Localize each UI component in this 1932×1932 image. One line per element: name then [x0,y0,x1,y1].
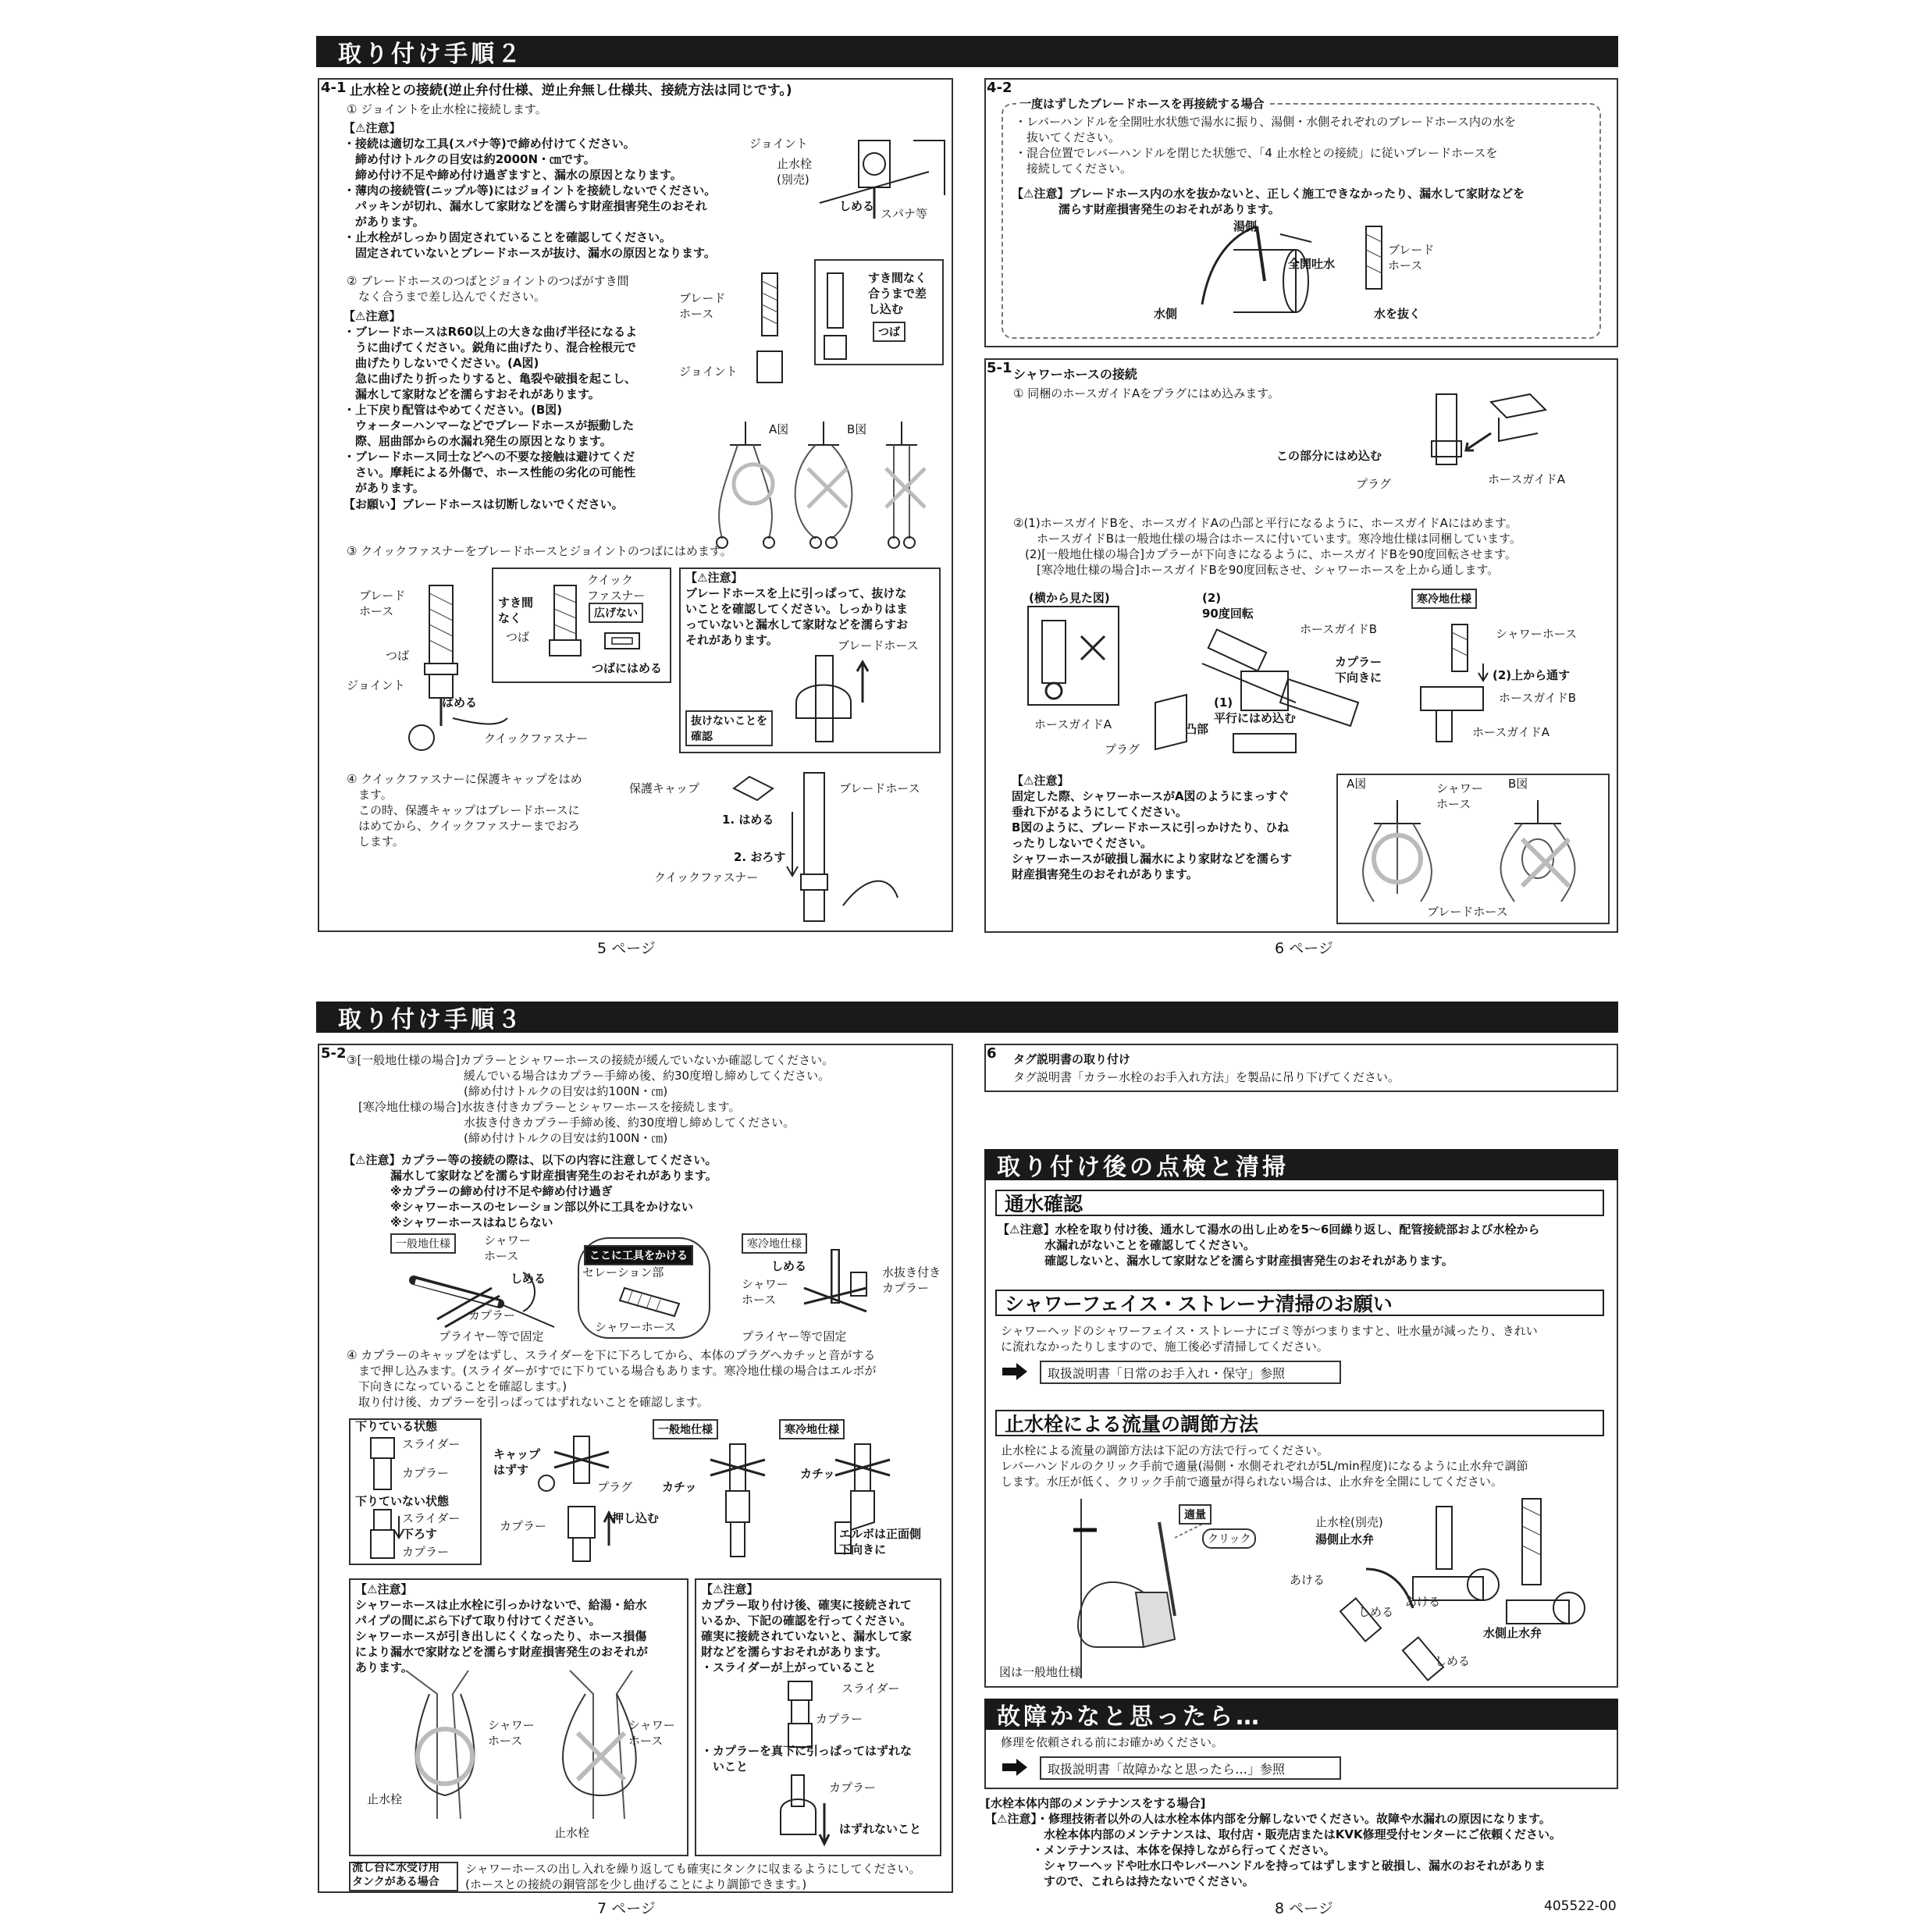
label-fig-b: B図 [1508,777,1528,791]
slider-states-illustration [363,1435,402,1560]
text-line: 【⚠注意】水栓を取り付け後、通水して湯水の出し止めを5～6回繰り返し、配管接続部および水栓から [998,1222,1540,1236]
text-line: 固定した際、シャワーホースがA図のようにまっすぐ [1012,789,1290,803]
reconnect-title: 一度はずしたブレードホースを再接続する場合 [1016,96,1268,112]
guide-assembly-illustration [1124,617,1382,757]
label-plier-2: プライヤー等で固定 [742,1329,847,1343]
text-line: [寒冷地仕様の場合]ホースガイドBを90度回転させ、シャワーホースを上から通します。 [1013,563,1500,577]
label-hose-guide-b: ホースガイドB [1300,622,1378,636]
banner-title: 取り付け手順３ [338,1006,524,1034]
text-line: ※シャワーホースはねじらない [343,1215,553,1229]
text-line: っていないと漏水して家財などを濡らすお [685,617,909,632]
trouble-text: 修理を依頼される前にお確かめください。 [1001,1735,1224,1749]
text-line: 下向きになっていることを確認します。) [347,1379,568,1393]
protect-cap-illustration [726,765,906,929]
text-line: パッキンが切れ、漏水して家財などを濡らす財産損害発生のおそれ [343,199,707,213]
text-line: ② ブレードホースのつばとジョイントのつばがすき間 [347,274,629,288]
step-number: 5-1 [987,360,1012,376]
text-line: 際、屈曲部からの水漏れ発生の原因となります。 [343,434,612,448]
text-line: ・上下戻り配管はやめてください。(B図) [343,403,563,417]
label-braided-hose-5: ブレードホース [839,781,920,795]
label-no-spread: 広げない [589,603,643,623]
label-hose-guide-a-3: ホースガイドA [1472,725,1550,739]
label-spanner: スパナ等 [881,207,928,221]
label-plug: プラグ [1356,477,1392,491]
label-open: あける [1290,1573,1325,1587]
label-fit-here: この部分にはめ込む [1276,449,1382,463]
ab-shower-illustration [1343,792,1608,909]
sink-label: 流し台に水受け用 タンクがある場合 [352,1862,439,1888]
text-line: 【⚠注意】 [701,1582,759,1596]
label-cold-spec-2: 寒冷地仕様 [779,1419,845,1439]
label-hot: 湯側 [1233,219,1258,233]
text-line: 取り付け後、カプラーを引っぱってはずれないことを確認します。 [347,1395,709,1409]
banner-title: 取り付け手順２ [338,41,524,68]
text-line: ②(1)ホースガイドBを、ホースガイドAの凸部と平行になるように、ホースガイドAにはめます。 [1013,516,1517,530]
text-line: シャワーホースが引き出しにくくなったり、ホース損傷 [355,1629,647,1643]
label-hose-guide-a-2: ホースガイドA [1034,717,1112,731]
text-line: ます。 [347,788,393,802]
label-step-lower: 2. おろす [734,850,786,864]
text-line: 【⚠注意】ブレードホース内の水を抜かないと、正しく施工できなかったり、漏水して家財などを [1012,187,1525,201]
request-text: 【お願い】ブレードホースは切断しないでください。 [343,497,624,511]
label-joint-3: ジョイント [347,678,405,692]
label-parallel-fit: (1) 平行にはめ込む [1214,696,1297,725]
label-slider-3: スライダー [841,1681,900,1695]
fastener-detail-drawing [546,578,585,671]
label-push-in: 押し込む [612,1511,660,1525]
label-fig-a: A図 [1347,777,1367,791]
text-line: (締め付けトルクの目安は約100N・㎝) [347,1084,668,1098]
label-coupler: カプラー [402,1466,450,1480]
text-line: まで押し込みます。(スライダーがすでに下りている場合もあります。寒冷地仕様の場合はエルボが [347,1364,877,1378]
label-check-not-pull-out: 抜けないことを 確認 [685,710,773,746]
text-line: ブレードホースを上に引っぱって、抜けな [685,586,907,600]
label-cold: 水側 [1154,307,1178,321]
label-close: しめる [1358,1605,1394,1619]
serration-illustration [617,1280,695,1319]
text-line: 【⚠注意】 [685,571,743,585]
text-line: シャワーヘッドのシャワーフェイス・ストレーナにゴミ等がつまりますと、吐水量が減ったり、きれい [1001,1324,1538,1338]
banner-title: 取り付け後の点検と清掃 [997,1154,1289,1181]
text-line: ・レバーハンドルを全開吐水状態で湯水に振り、湯側・水側それぞれのブレードホース内の水を [1015,115,1516,129]
label-shower-hose-4: シャワー ホース [488,1718,535,1748]
text-line: ※シャワーホースのセレーション部以外に工具をかけない [343,1200,693,1214]
text-line: [水栓本体内部のメンテナンスをする場合] [985,1796,1206,1810]
general-click-illustration [703,1436,773,1561]
text-line: 止水栓による流量の調節方法は下記の方法で行ってください。 [1001,1443,1329,1457]
text-line: シャワーヘッドや吐水口やレバーハンドルを持ってはずしますと破損し、漏水のおそれがありま [985,1859,1546,1873]
label-hose-guide-b-2: ホースガイドB [1499,691,1577,705]
text-line: 漏水して家財などを濡らす財産損害発生のおそれがあります。 [343,1169,717,1183]
text-line: あります。 [355,1660,413,1674]
label-plug-2: プラグ [1105,742,1140,756]
cold-spec-illustration [1405,617,1491,749]
tag-text: タグ説明書「カラー水栓のお手入れ方法」を製品に吊り下げてください。 [1013,1070,1400,1084]
side-view-illustration [1026,605,1120,706]
label-rotate-90: (2) 90度回転 [1202,591,1254,621]
label-down-state: 下りている状態 [355,1419,438,1433]
label-quick-fastener: クイックファスナー [484,731,589,745]
water-check-header: 通水確認 [995,1190,1604,1216]
label-valve: 止水栓 [777,157,813,171]
text-line: (締め付けトルクの目安は約100N・㎝) [347,1131,668,1145]
label-serration: セレーション部 [582,1265,664,1279]
section-title: タグ説明書の取り付け [1013,1052,1131,1066]
cold-click-illustration [827,1436,906,1561]
label-click: カチッ [662,1480,697,1494]
push-in-illustration [539,1429,624,1569]
banner-title: 故障かなと思ったら… [997,1703,1262,1731]
text-line: ホースガイドBは一般地仕様の場合はホースに付いています。寒冷地仕様は同梱しています。 [1013,532,1521,546]
text-line: します。 [347,834,404,849]
label-close-2: しめる [1435,1654,1471,1668]
label-valve: 止水栓 [367,1792,403,1806]
text-line: ・止水栓がしっかり固定されていることを確認してください。 [343,230,672,244]
text-line: ・ブレードホース同士などへの不要な接触は避けてくだ [343,450,635,464]
label-braided-hose: ブレード ホース [1388,243,1435,272]
text-line: うに曲げてください。鋭角に曲げたり、混合栓根元で [343,340,637,354]
manual-ref-care[interactable]: 取扱説明書「日常のお手入れ・保守」参照 [1040,1361,1341,1384]
label-step-fit: 1. はめる [722,813,774,827]
label-flange-3: つば [386,649,410,663]
text-line: (ホースとの接続の銅管部を少し曲げることにより調節できます。) [465,1877,807,1891]
label-joint: ジョイント [749,137,808,151]
text-line: 垂れ下がるようにしてください。 [1012,805,1188,819]
text-line: があります。 [343,215,425,229]
text-line: 緩んでいる場合はカプラー手締め後、約30度増し締めしてください。 [347,1069,831,1083]
text-line: 財産損害発生のおそれがあります。 [1012,867,1198,881]
text-line: します。水圧が低く、クリック手前で適量が得られない場合は、止水弁を全開にしてください。 [1001,1475,1503,1489]
text-line: 水漏れがないことを確認してください。 [998,1238,1256,1252]
label-lower: 下ろす [402,1527,438,1541]
label-flange: つば [873,322,906,342]
step-3-text: ③ クイックファスナーをブレードホースとジョイントのつばにはめます。 [347,544,732,558]
label-valve-2: 止水栓 [554,1826,590,1840]
label-slider: スライダー [402,1437,461,1451]
text-line: 抜いてください。 [1015,130,1121,144]
text-line: この時、保護キャップはブレードホースに [347,803,580,817]
label-shower-hose-3: シャワー ホース [742,1277,788,1307]
step-number: 4-2 [987,80,1012,96]
text-line: 確認しないと、漏水して家財などを濡らす財産損害発生のおそれがあります。 [998,1254,1453,1268]
hose-joint-illustration [749,265,859,390]
pull-check-illustration [773,1772,835,1850]
label-plier: プライヤー等で固定 [439,1329,544,1343]
label-not-down-state: 下りていない状態 [355,1494,450,1508]
label-tighten-2: しめる [771,1259,807,1273]
step-number: 4-1 [321,80,347,96]
text-line: 曲げたりしないでください。(A図) [343,356,539,370]
text-line: [寒冷地仕様の場合]水抜き付きカプラーとシャワーホースを接続します。 [347,1100,741,1114]
cold-coupler-illustration [788,1241,882,1327]
label-coupler-pull-check: ・カプラーを真下に引っぱってはずれな いこと [701,1744,913,1774]
label-coupler-4: カプラー [816,1712,863,1726]
text-line: ・ブレードホースはR60以上の大きな曲げ半径になるよ [343,325,638,339]
text-line: さい。摩耗による外傷で、ホース性能の劣化の可能性 [343,465,635,479]
label-amount: 適量 [1179,1504,1212,1525]
label-braided-hose-3: ブレード ホース [359,589,406,618]
label-drain-coupler: 水抜き付き カプラー [882,1265,941,1295]
arrow-icon [1001,1362,1029,1381]
label-no-gap: すき間 なく [498,596,534,625]
label-general-spec: 一般地仕様 [390,1233,456,1254]
label-braided-hose-4: ブレードホース [838,639,919,653]
text-line: 確実に接続されていないと、漏水して家 [701,1629,913,1643]
text-line: ・混合位置でレバーハンドルを閉じた状態で、「4 止水栓との接続」に従いブレードホースを [1015,146,1498,160]
label-open-2: あける [1405,1595,1441,1609]
label-tool-here: ここに工具をかける [584,1245,693,1265]
text-line: 接続してください。 [1015,162,1133,176]
label-general-spec-2: 一般地仕様 [653,1419,718,1439]
label-gap: すき間なく 合うまで差 し込む [868,271,927,316]
manual-ref-trouble[interactable]: 取扱説明書「故障かなと思ったら…」参照 [1040,1756,1341,1780]
label-side-view: (横から見た図) [1029,591,1110,605]
text-line: ・接続は適切な工具(スパナ等)で締め付けてください。 [343,137,635,151]
banner-procedure-2 [316,36,1618,67]
label-hot-valve: 湯側止水弁 [1315,1532,1375,1546]
label-fig-note: 図は一般地仕様 [999,1665,1082,1679]
label-coupler-5: カプラー [829,1781,877,1795]
text-line: 固定されていないとブレードホースが抜け、漏水の原因となります。 [343,246,716,260]
text-line: ※カプラーの締め付け不足や締め付け過ぎ [343,1184,613,1198]
text-line: ・薄肉の接続管(ニップル等)にはジョイントを接続しないでください。 [343,183,717,197]
label-full-flow: 全開吐水 [1288,257,1336,271]
label-pass-from-top: (2)上から通す [1493,668,1571,682]
fastener-clip-icon [601,629,648,653]
label-cold-spec: 寒冷地仕様 [742,1233,807,1254]
text-line: なく合うまで差し込んでください。 [347,290,546,304]
text-line: ウォーターハンマーなどでブレードホースが振動した [343,418,635,432]
text-line: ④ クイックファスナーに保護キャップをはめ [347,772,582,786]
strainer-header: シャワーフェイス・ストレーナ清掃のお願い [995,1290,1604,1316]
page-number: 8 ページ [1275,1900,1333,1917]
label-hose-guide-a: ホースガイドA [1488,472,1566,486]
text-line: 【⚠注意】 [1012,774,1069,788]
text-line: シャワーホースの出し入れを繰り返しても確実にタンクに収まるようにしてください。 [465,1862,921,1876]
text-line: いるか、下記の確認を行ってください。 [701,1614,913,1628]
text-line: ③[一般地仕様の場合]カプラーとシャワーホースの接続が緩んでいないか確認してください。 [347,1053,834,1067]
text-line: 【⚠注意】・修理技術者以外の人は水栓本体内部を分解しないでください。故障や水漏れの原因になります。 [985,1812,1551,1826]
valve-adjust-illustration [1296,1483,1608,1686]
text-line: パイプの間にぶら下げて取り付けてください。 [355,1614,601,1628]
text-line: 締め付けトルクの目安は約2000N・㎝です。 [343,152,596,166]
text-line: に流れなかったりしますので、施工後必ず清掃してください。 [1001,1340,1329,1354]
banner-trouble [984,1699,1618,1730]
text-line: それがあります。 [685,633,778,647]
label-drain: 水を抜く [1374,307,1421,321]
label-quick-fastener-2: クイック ファスナー [587,573,646,603]
label-coupler-2: カプラー [402,1545,450,1559]
label-quick-fastener-3: クイックファスナー [654,870,759,884]
label-braided-hose-6: ブレードホース [1427,905,1508,919]
text-line: レバーハンドルのクリック手前で適量(湯側・水側それぞれが5L/min程度)になるように止水弁で調節 [1001,1459,1528,1473]
label-click-2: カチッ [800,1467,835,1481]
label-coupler: カプラー [468,1308,516,1322]
label-braided-hose: ブレード ホース [679,291,726,321]
text-line: ・メンテナンスは、本体を保持しながら行ってください。 [985,1843,1336,1857]
label-flange-4: つば [506,630,530,644]
text-line: があります。 [343,481,425,495]
step-number: 6 [987,1045,997,1062]
arrow-icon [1001,1758,1029,1777]
label-shower-hose: シャワー ホース [484,1233,531,1263]
text-line: 【⚠注意】 [355,1582,413,1596]
label-shower-hose-2: シャワー ホース [1436,781,1483,811]
label-shower-hose-5: シャワー ホース [628,1718,675,1748]
text-line: いことを確認してください。しっかりはま [685,602,909,616]
page-number: 5 ページ [597,940,656,957]
text-line: 水栓本体内部のメンテナンスは、取付店・販売店またはKVK修理受付センターにご依頼ください。 [985,1827,1562,1841]
step-text: ① ジョイントを止水栓に接続します。 [347,102,547,116]
text-line: ④ カプラーのキャップをはずし、スライダーを下に下ろしてから、本体のプラグへカチッと音がする [347,1348,876,1362]
hand-pull-illustration [781,648,882,749]
text-line: 【⚠注意】カプラー等の接続の際は、以下の内容に注意してください。 [343,1153,717,1167]
hanging-comparison-illustration [359,1663,679,1850]
text-line: ったりしないでください。 [1012,836,1153,850]
text-line: すので、これらは持たないでください。 [985,1874,1254,1888]
label-fit: はめる [442,696,478,710]
page-number: 6 ページ [1275,940,1333,957]
flow-adjust-header: 止水栓による流量の調節方法 [995,1410,1604,1436]
section-title: 止水栓との接続(逆止弁付仕様、逆止弁無し仕様共、接続方法は同じです。) [350,83,792,98]
label-plug: プラグ [597,1480,633,1494]
document-code: 405522-00 [1544,1898,1617,1914]
text-line: 水抜き付きカプラー手締め後、約30度増し締めしてください。 [347,1115,795,1130]
banner-procedure-3 [316,1002,1618,1033]
caution-label-2: 【⚠注意】 [343,309,401,323]
section-title: シャワーホースの接続 [1013,367,1137,382]
text-line: 締め付け不足や締め付け過ぎますと、漏水の原因となります。 [343,168,682,182]
caution-label: 【⚠注意】 [343,121,401,135]
label-valve-sub: (別売) [777,173,809,187]
text-line: 漏水して家財などを濡らすおそれがあります。 [343,387,600,401]
text-line: (2)[一般地仕様の場合]カプラーが下向きになるように、ホースガイドBを90度回転させます。 [1013,547,1517,561]
step-number: 5-2 [321,1045,347,1062]
label-tighten: しめる [839,199,875,213]
label-fig-b: B図 [847,422,867,436]
general-coupler-illustration [406,1249,562,1335]
label-shower-hose-2: シャワーホース [595,1320,676,1334]
page-number: 7 ページ [597,1900,656,1917]
label-tighten: しめる [511,1272,546,1286]
text-line: 濡らす財産損害発生のおそれがあります。 [1012,202,1280,216]
label-coupler-3: カプラー [500,1519,547,1533]
text-line: 急に曲げたり折ったりすると、亀裂や破損を起こし、 [343,372,637,386]
label-click: クリック [1202,1528,1256,1549]
label-cold-spec: 寒冷地仕様 [1411,589,1477,609]
text-line: により漏水で家財などを濡らす財産損害発生のおそれが [355,1645,649,1659]
label-elbow: エルボは正面側 下向きに [839,1527,922,1557]
label-valve-sold-separately: 止水栓(別売) [1315,1515,1383,1529]
text-line: B図のように、ブレードホースに引っかけたり、ひね [1012,820,1290,834]
label-convex: 凸部 [1185,722,1209,736]
step-text: ① 同梱のホースガイドAをプラグにはめ込みます。 [1013,386,1280,400]
text-line: はめてから、クイックファスナーまでおろ [347,819,580,833]
banner-inspection [984,1149,1618,1180]
label-coupler-down: カプラー 下向きに [1335,655,1382,685]
text-line: シャワーホースが破損し漏水により家財などを濡らす [1012,852,1292,866]
label-slider-2: スライダー [402,1511,461,1525]
label-cold-valve: 水側止水弁 [1483,1626,1542,1640]
label-protect-cap: 保護キャップ [629,781,700,795]
label-remove-cap: キャップ はずす [493,1447,541,1477]
text-line: シャワーホースは止水栓に引っかけないで、給湯・給水 [355,1598,647,1612]
text-line: カプラー取り付け後、確実に接続されて [701,1598,913,1612]
text-line: 財などを濡らすおそれがあります。 [701,1645,888,1659]
label-fit-flange: つばにはめる [592,661,663,675]
text-line: ・スライダーが上がっていること [701,1660,877,1674]
label-fig-a: A図 [769,422,789,436]
label-shower-hose: シャワーホース [1496,627,1577,641]
ab-comparison-illustration [706,398,948,546]
label-no-detach: はずれないこと [839,1822,922,1836]
label-joint-2: ジョイント [679,365,738,379]
